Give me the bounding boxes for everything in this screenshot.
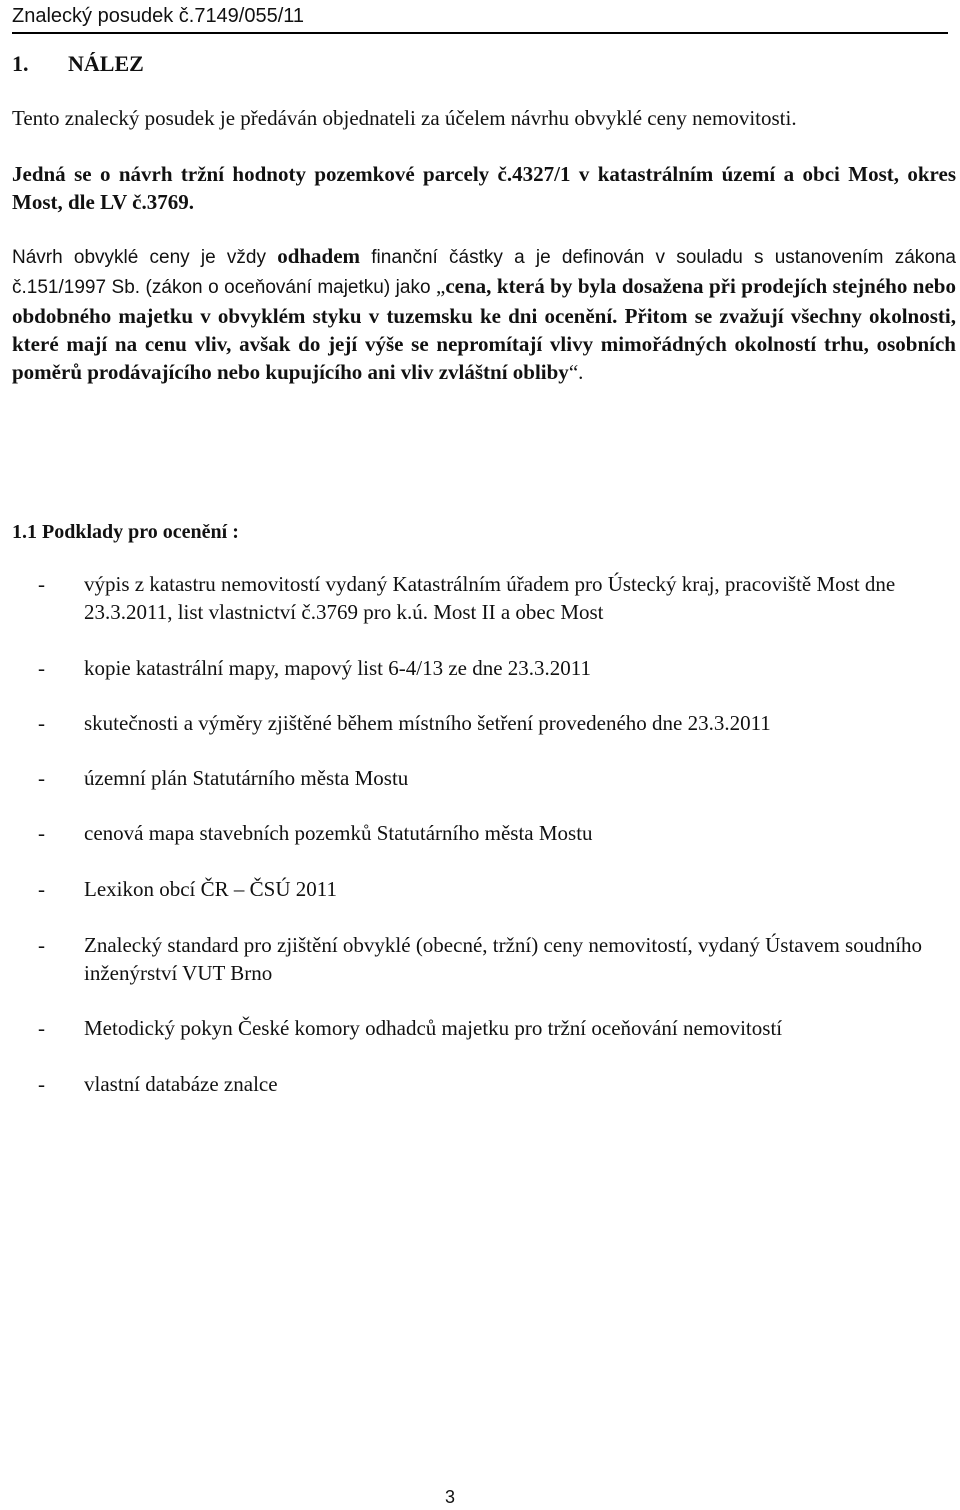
list-item-text: vlastní databáze znalce — [84, 1072, 278, 1096]
section-heading — [12, 50, 144, 78]
list-item — [38, 654, 958, 682]
intro-paragraph: Tento znalecký posudek je předáván objednateli za účelem návrhu obvyklé ceny nemovitosti. — [12, 106, 797, 130]
list-item-text: kopie katastrální mapy, mapový list 6-4/13 ze dne 23.3.2011 — [84, 656, 592, 680]
list-item-text: výpis z katastru nemovitostí vydaný Katastrálním úřadem pro Ústecký kraj, pracoviště Most dne 23.3.2011, list vlastnictví č.3769 pro k.ú. Most II a obec Most — [84, 572, 896, 624]
definition-part-2: finanční částky a je definován v souladu s ustanovením zákona č.151/1997 Sb. — [12, 247, 956, 298]
definition-part-3: (zákon o oceňování majetku) jako — [145, 277, 437, 298]
definition-part-1: Návrh obvyklé ceny je vždy — [12, 247, 278, 268]
list-dash: - — [38, 572, 45, 596]
definition-emphasis: odhadem — [277, 244, 361, 268]
subject-paragraph: Jedná se o návrh tržní hodnoty pozemkové parcely č.4327/1 v katastrálním území a obci Most, okres Most, dle LV č.3769. — [12, 162, 956, 214]
list-item — [38, 570, 958, 626]
list-item — [38, 1014, 958, 1042]
list-item-text: Metodický pokyn České komory odhadců majetku pro tržní oceňování nemovitostí — [84, 1016, 783, 1040]
list-item — [38, 709, 958, 737]
subsection-heading: 1.1 Podklady pro ocenění : — [12, 521, 239, 543]
header-title: Znalecký posudek č.7149/055/11 — [12, 5, 305, 27]
list-dash: - — [38, 821, 45, 845]
document-header — [12, 2, 948, 34]
quote-close: “. — [568, 360, 584, 384]
list-item-text: Znalecký standard pro zjištění obvyklé (obecné, tržní) ceny nemovitostí, vydaný Ústavem soudního inženýrství VUT Brno — [84, 933, 923, 985]
list-item-text: Lexikon obcí ČR – ČSÚ 2011 — [84, 877, 337, 901]
list-item — [38, 931, 958, 987]
definition-quote: cena, která by byla dosažena při prodejích stejného nebo obdobného majetku v obvyklém styku v tuzemsku ke dni ocenění. Přitom se zvažují všechny okolnosti, které mají na cenu vliv, avšak do její výše se nepromítají vlivy mimořádných okolností trhu, osobních poměrů prodávajícího nebo kupujícího ani vliv zvláštní obliby — [12, 274, 956, 384]
list-item-text: územní plán Statutárního města Mostu — [84, 766, 409, 790]
list-item-text: skutečnosti a výměry zjištěné během místního šetření provedeného dne 23.3.2011 — [84, 711, 771, 735]
list-item-text: cenová mapa stavebních pozemků Statutárního města Mostu — [84, 821, 593, 845]
list-dash: - — [38, 1072, 45, 1096]
list-dash: - — [38, 656, 45, 680]
quote-open: „ — [436, 274, 446, 298]
section-title: NÁLEZ — [68, 51, 144, 76]
list-dash: - — [38, 766, 45, 790]
section-number: 1. — [12, 51, 29, 76]
list-item — [38, 875, 958, 903]
list-item — [38, 1070, 958, 1098]
list-dash: - — [38, 711, 45, 735]
list-item — [38, 764, 958, 792]
list-dash: - — [38, 933, 45, 957]
list-dash: - — [38, 877, 45, 901]
list-item — [38, 819, 958, 847]
list-dash: - — [38, 1016, 45, 1040]
page-number: 3 — [445, 1487, 456, 1507]
definition-paragraph — [12, 242, 956, 386]
